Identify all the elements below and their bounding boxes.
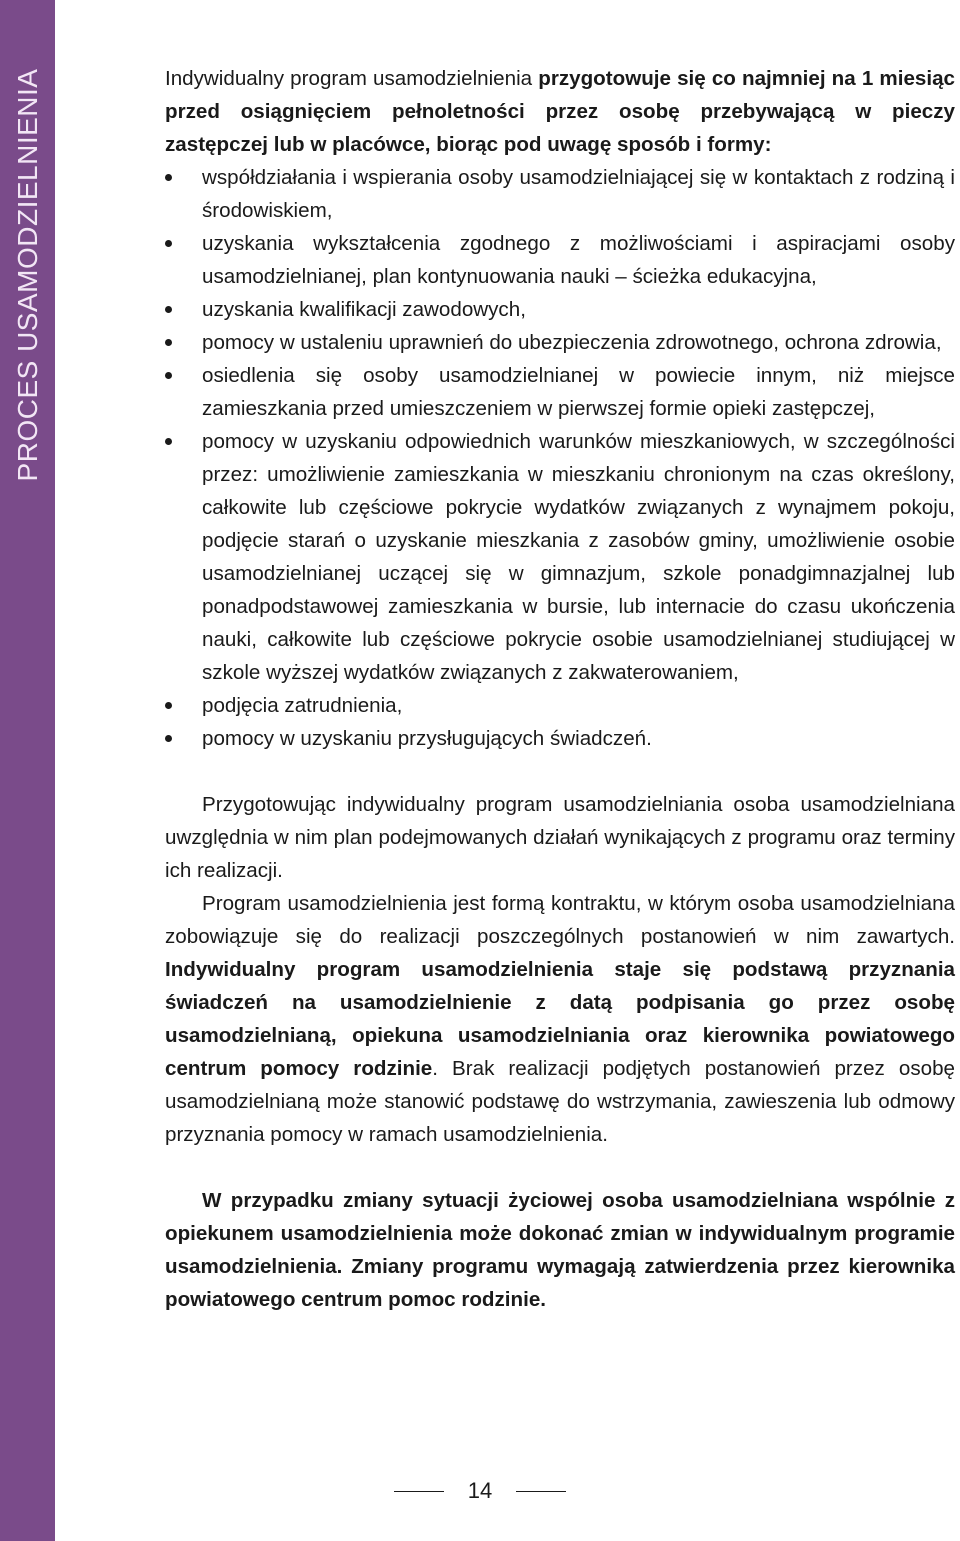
footer-rule-left: [394, 1491, 444, 1492]
list-item: pomocy w uzyskaniu przysługujących świadczeń.: [165, 722, 955, 755]
contract-paragraph: [165, 887, 955, 1151]
list-item: uzyskania kwalifikacji zawodowych,: [165, 293, 955, 326]
page-footer: [0, 1478, 960, 1504]
page-content: [165, 62, 955, 1316]
list-item: pomocy w ustaleniu uprawnień do ubezpieczenia zdrowotnego, ochrona zdrowia,: [165, 326, 955, 359]
list-item: osiedlenia się osoby usamodzielnianej w powiecie innym, niż miejsce zamieszkania przed umieszczeniem w pierwszej formie opieki zastępczej,: [165, 359, 955, 425]
intro-paragraph: [165, 62, 955, 161]
changes-bold-text: W przypadku zmiany sytuacji życiowej osoba usamodzielniana wspólnie z opiekunem usamodzielnienia może dokonać zmian w indywidualnym programie usamodzielnienia. Zmiany programu wymagają zatwierdzenia przez kierownika powiatowego centrum pomoc rodzinie.: [165, 1189, 955, 1311]
list-item: współdziałania i wspierania osoby usamodzielniającej się w kontaktach z rodziną i środowiskiem,: [165, 161, 955, 227]
sidebar-title: PROCES USAMODZIELNIENIA: [12, 68, 43, 482]
list-item: pomocy w uzyskaniu odpowiednich warunków mieszkaniowych, w szczególności przez: umożliwienie zamieszkania w mieszkaniu chronionym na czas określony, całkowite lub częściowe pokrycie wydatków związanych z wynajmem pokoju, podjęcie starań o uzyskanie mieszkania z zasobów gminy, umożliwienie osobie usamodzielnianej uczącej się w gimnazjum, szkole ponadgimnazjalnej lub ponadpodstawowej zamieszkania w bursie, lub internacie do czasu ukończenia nauki, całkowite lub częściowe pokrycie osobie usamodzielnianej studiującej w szkole wyższej wydatków związanych z zakwaterowaniem,: [165, 425, 955, 689]
footer-rule-right: [516, 1491, 566, 1492]
forms-list: [165, 161, 955, 755]
intro-bold-text: przygotowuje się co najmniej na 1 miesiąc przed osiągnięciem pełnoletności przez osobę przebywającą w pieczy zastępczej lub w placówce, biorąc pod uwagę sposób i formy:: [165, 67, 955, 156]
contract-text-end: . Brak realizacji podjętych postanowień przez osobę usamodzielnianą może stanowić podstawę do wstrzymania, zawieszenia lub odmowy przyznania pomocy w ramach usamodzielnienia.: [165, 1057, 955, 1146]
contract-bold-text: Indywidualny program usamodzielnienia staje się podstawą przyznania świadczeń na usamodzielnienie z datą podpisania go przez osobę usamodzielnianą, opiekuna usamodzielniania oraz kierownika powiatowego centrum pomocy rodzinie: [165, 958, 955, 1080]
program-preparation-paragraph: Przygotowując indywidualny program usamodzielniania osoba usamodzielniana uwzględnia w nim plan podejmowanych działań wynikających z programu oraz terminy ich realizacji.: [165, 793, 955, 882]
intro-text: Indywidualny program usamodzielnienia: [165, 67, 539, 90]
page-number: 14: [467, 1478, 493, 1503]
list-item: podjęcia zatrudnienia,: [165, 689, 955, 722]
contract-text: Program usamodzielnienia jest formą kontraktu, w którym osoba usamodzielniana zobowiązuje się do realizacji poszczególnych postanowień w nim zawartych.: [165, 892, 955, 948]
list-item: uzyskania wykształcenia zgodnego z możliwościami i aspiracjami osoby usamodzielnianej, plan kontynuowania nauki – ścieżka edukacyjna,: [165, 227, 955, 293]
changes-paragraph: [165, 1184, 955, 1316]
